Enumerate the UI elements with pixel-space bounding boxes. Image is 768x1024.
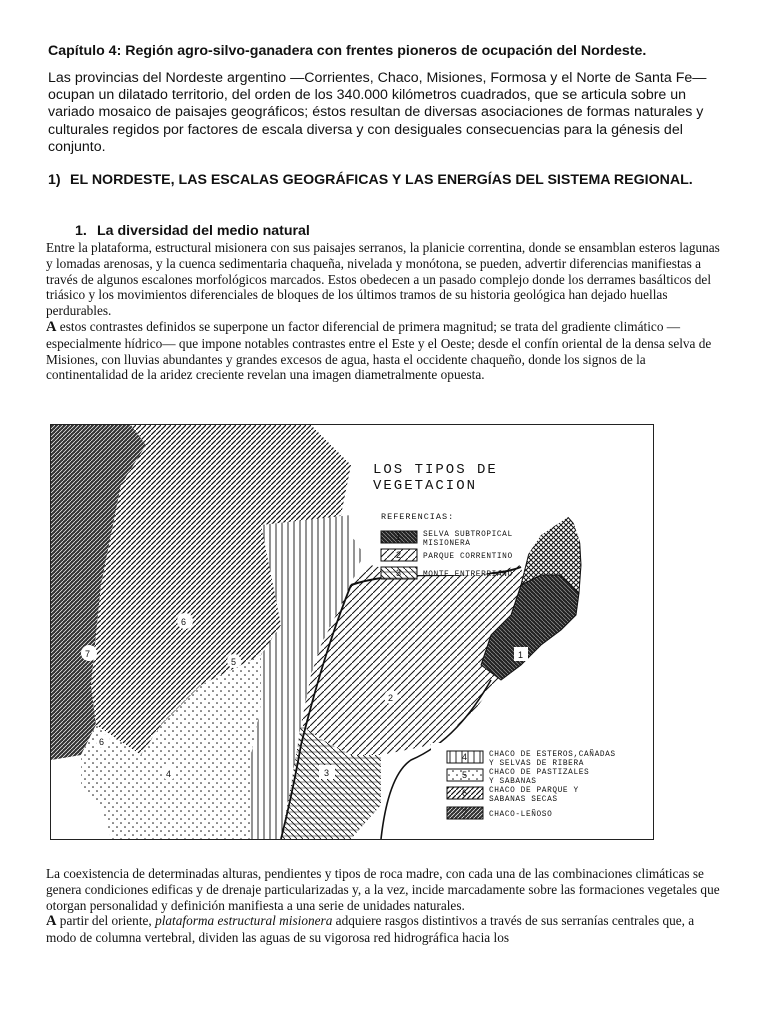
paragraph-4-text-after: adquiere rasgos distintivos a través de sus serranías centrales que, a modo de columna vertebral, dividen las aguas de su vigorosa red hidrográfica hacia los [46, 913, 695, 946]
section-title: EL NORDESTE, LAS ESCALAS GEOGRÁFICAS Y LAS ENERGÍAS DEL SISTEMA REGIONAL. [70, 172, 693, 188]
paragraph-4 [46, 913, 726, 946]
section-heading [48, 171, 728, 189]
legend-item-5-label-line2: Y SABANAS [489, 778, 537, 786]
references-label: REFERENCIAS: [381, 512, 455, 522]
paragraph-2-text: estos contrastes definidos se superpone un factor diferencial de primera magnitud; se trata del gradiente climático —especialmente hídrico— que impone notables contrastes entre el Este y el Oeste; desde el confín oriental de la densa selva de Misiones, con lluvias abundantes y grandes excesos de agua, hasta el occidente chaqueño, donde los signos de la continentalidad de la aridez creciente revelan una imagen diametralmente opuesta. [46, 318, 712, 383]
paragraph-4-italic: plataforma estructural misionera [155, 913, 333, 929]
map-title-line1: LOS TIPOS DE [373, 462, 498, 478]
vegetation-map-figure [50, 424, 654, 840]
subsection-heading [75, 222, 715, 240]
vegetation-map [51, 425, 653, 839]
paragraph-4-initial: A [46, 913, 57, 930]
legend-item-3-number: 3 [396, 568, 402, 578]
legend-item-4-label-line2: Y SELVAS DE RIBERA [489, 760, 585, 768]
legend-item-7-label-line1: CHACO-LEÑOSO [489, 811, 553, 819]
chapter-title: Capítulo 4: Región agro-silvo-ganadera con frentes pioneros de ocupación del Nordeste. [48, 43, 647, 59]
intro-paragraph: Las provincias del Nordeste argentino —Corrientes, Chaco, Misiones, Formosa y el Norte de Santa Fe— ocupan un dilatado territorio, del orden de los 340.000 kilómetros cuadrados, que se articula sobre un variado mosaico de paisajes geográficos; éstos resultan de diversas asociaciones de formas naturales y culturales regidos por factores de escala diversa y con desiguales consecuencias para la génesis del conjunto. [48, 70, 707, 155]
subsection-title: La diversidad del medio natural [97, 223, 310, 239]
legend-item-6-number: 6 [462, 788, 468, 798]
legend-item-2-label-line1: PARQUE CORRENTINO [423, 553, 513, 561]
legend-item-6-label-line1: CHACO DE PARQUE Y [489, 787, 579, 795]
paragraph-3: La coexistencia de determinadas alturas, pendientes y tipos de roca madre, con cada una de las combinaciones climáticas se genera condiciones edificas y de drenaje particularizadas y, a la vez, incide marcadamente sobre las formaciones vegetales que otorgan personalidad y definición manifiesta a una serie de unidades naturales. [46, 866, 720, 913]
body-text-top [46, 240, 726, 383]
region-label-4: 5 [231, 657, 237, 667]
legend-item-1-label-line2: MISIONERA [423, 540, 471, 548]
paragraph-2 [46, 319, 726, 383]
legend-item-5-label-line1: CHACO DE PASTIZALES [489, 769, 590, 777]
legend-item-2-number: 2 [396, 550, 402, 560]
legend-item-1-number: 1 [396, 532, 402, 542]
region-label-5: 4 [166, 769, 172, 779]
legend-item-3-label-line1: MONTE ENTRERRIANO [423, 571, 513, 579]
paragraph-1: Entre la plataforma, estructural misionera con sus paisajes serranos, la planicie correntina, donde se ensamblan esteros lagunas y lomadas arenosas, y la cuenca sedimentaria chaqueña, nivelada y monótona, se pueden, advertir diferencias manifiestas a través de algunos escalones morfológicos marcados. Estos obedecen a un pasado complejo donde los derrames basálticos del triásico y los movimientos diferenciales de bloques de los últimos tramos de su historia geológica han dejado huellas perdurables. [46, 240, 720, 319]
legend-item-4-label-line1: CHACO DE ESTEROS,CAÑADAS [489, 751, 616, 759]
region-label-6a: 6 [181, 617, 187, 627]
subsection-number: 1. [75, 223, 87, 239]
paragraph-2-initial: A [46, 318, 57, 335]
legend-item-6-label-line2: SABANAS SECAS [489, 796, 558, 804]
region-label-3: 3 [324, 768, 330, 778]
region-label-2: 2 [388, 693, 394, 703]
paragraph-4-text-before: partir del oriente, [56, 913, 156, 929]
legend-item-7-number: 7 [462, 808, 468, 818]
legend-item-4-number: 4 [462, 752, 468, 762]
region-label-7: 7 [85, 649, 91, 659]
legend-item-1-label-line1: SELVA SUBTROPICAL [423, 531, 513, 539]
section-number: 1) [48, 172, 61, 188]
region-label-6b: 6 [99, 737, 105, 747]
map-title-line2: VEGETACION [373, 478, 478, 494]
legend-item-5-number: 5 [462, 770, 468, 780]
region-label-1: 1 [518, 650, 524, 660]
body-text-bottom [46, 866, 726, 946]
